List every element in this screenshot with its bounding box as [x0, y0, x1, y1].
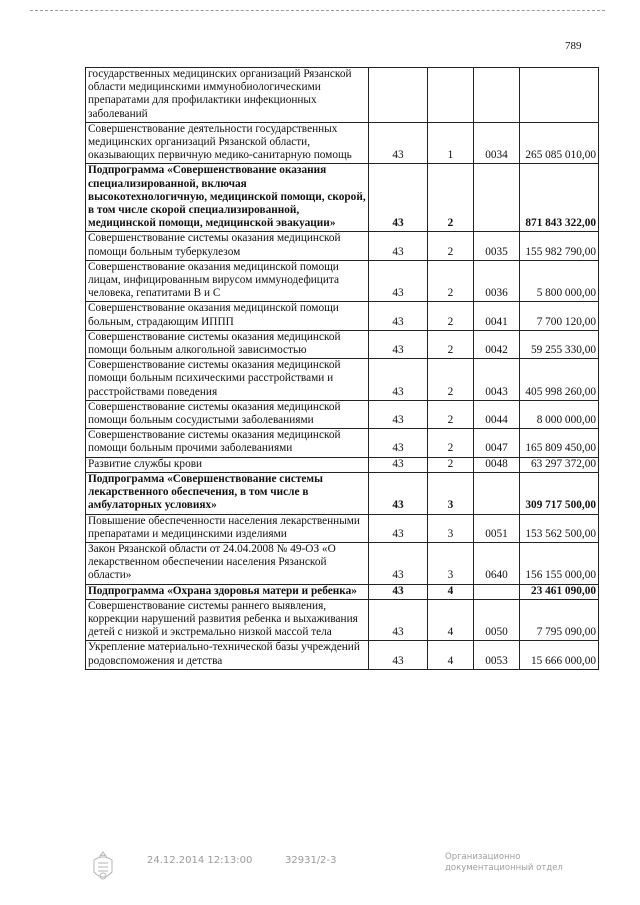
row-code-3: 0035 — [474, 232, 520, 260]
row-amount: 23 461 090,00 — [520, 584, 599, 599]
row-name: Совершенствование системы оказания медицинской помощи больным алкогольной зависимостью — [86, 330, 369, 358]
table-row — [86, 260, 599, 302]
budget-table-body — [86, 68, 599, 670]
row-code-3: 0042 — [474, 330, 520, 358]
table-row — [86, 429, 599, 457]
row-code-1: 43 — [369, 400, 428, 428]
emblem-icon — [90, 850, 116, 884]
row-name: Совершенствование системы оказания медицинской помощи больным прочими заболеваниями — [86, 429, 369, 457]
row-code-3: 0051 — [474, 514, 520, 542]
row-name: Подпрограмма «Совершенствование оказания специализированной, включая высокотехнологичную, медицинской помощи, скорой, в том числе скорой специализированной, медицинской помощи, медицинской эвакуации» — [86, 164, 369, 232]
row-code-1: 43 — [369, 232, 428, 260]
row-name: Совершенствование оказания медицинской помощи лицам, инфицированным вирусом иммунодефицита человека, гепатитами В и С — [86, 260, 369, 302]
row-code-2: 1 — [428, 122, 474, 164]
row-code-1 — [369, 68, 428, 123]
row-code-2: 2 — [428, 359, 474, 401]
table-row — [86, 122, 599, 164]
row-code-3: 0041 — [474, 302, 520, 330]
row-code-1: 43 — [369, 514, 428, 542]
row-code-3: 0053 — [474, 641, 520, 669]
row-code-2: 2 — [428, 457, 474, 472]
row-name: Совершенствование деятельности государственных медицинских организаций Рязанской области, оказывающих первичную медико-санитарную помощь — [86, 122, 369, 164]
row-code-2: 3 — [428, 472, 474, 514]
row-amount: 165 809 450,00 — [520, 429, 599, 457]
stamp-line-1: Организационно — [445, 852, 521, 862]
subprogram-row — [86, 164, 599, 232]
row-code-1: 43 — [369, 542, 428, 584]
row-code-1: 43 — [369, 164, 428, 232]
row-amount: 871 843 322,00 — [520, 164, 599, 232]
row-code-3: 0036 — [474, 260, 520, 302]
table-row — [86, 542, 599, 584]
row-code-3 — [474, 68, 520, 123]
footer-datetime: 24.12.2014 12:13:00 — [147, 855, 253, 866]
row-code-3: 0050 — [474, 599, 520, 641]
row-code-2: 2 — [428, 164, 474, 232]
budget-table — [85, 67, 599, 670]
row-code-3 — [474, 472, 520, 514]
row-code-1: 43 — [369, 457, 428, 472]
row-code-1: 43 — [369, 330, 428, 358]
row-code-3 — [474, 164, 520, 232]
row-name: Совершенствование системы оказания медицинской помощи больным сосудистыми заболеваниями — [86, 400, 369, 428]
row-code-1: 43 — [369, 472, 428, 514]
row-code-2: 2 — [428, 330, 474, 358]
row-code-2: 2 — [428, 429, 474, 457]
row-code-2: 4 — [428, 641, 474, 669]
row-code-3: 0640 — [474, 542, 520, 584]
row-name: Совершенствование системы оказания медицинской помощи больным туберкулезом — [86, 232, 369, 260]
row-name: Подпрограмма «Охрана здоровья матери и ребенка» — [86, 584, 369, 599]
row-amount: 8 000 000,00 — [520, 400, 599, 428]
row-code-1: 43 — [369, 122, 428, 164]
row-name: Закон Рязанской области от 24.04.2008 № 49-ОЗ «О лекарственном обеспечении населения Рязанской области» — [86, 542, 369, 584]
row-code-2: 2 — [428, 302, 474, 330]
row-name: Укрепление материально-технической базы учреждений родовспоможения и детства — [86, 641, 369, 669]
table-row — [86, 359, 599, 401]
row-name: Совершенствование системы оказания медицинской помощи больным психическими расстройствами и расстройствами поведения — [86, 359, 369, 401]
table-row — [86, 599, 599, 641]
row-code-3: 0034 — [474, 122, 520, 164]
row-code-3: 0048 — [474, 457, 520, 472]
row-code-1: 43 — [369, 429, 428, 457]
row-amount: 153 562 500,00 — [520, 514, 599, 542]
row-name: Повышение обеспеченности населения лекарственными препаратами и медицинскими изделиями — [86, 514, 369, 542]
row-amount: 265 085 010,00 — [520, 122, 599, 164]
row-amount: 63 297 372,00 — [520, 457, 599, 472]
row-name: Подпрограмма «Совершенствование системы лекарственного обеспечения, в том числе в амбулаторных условиях» — [86, 472, 369, 514]
row-amount: 155 982 790,00 — [520, 232, 599, 260]
row-name: Совершенствование оказания медицинской помощи больным, страдающим ИППП — [86, 302, 369, 330]
row-amount: 309 717 500,00 — [520, 472, 599, 514]
row-code-1: 43 — [369, 584, 428, 599]
row-amount: 15 666 000,00 — [520, 641, 599, 669]
row-code-1: 43 — [369, 599, 428, 641]
table-row — [86, 457, 599, 472]
row-code-2: 2 — [428, 232, 474, 260]
row-code-2: 2 — [428, 400, 474, 428]
table-row — [86, 330, 599, 358]
row-amount: 7 795 090,00 — [520, 599, 599, 641]
row-code-3: 0043 — [474, 359, 520, 401]
row-amount: 156 155 000,00 — [520, 542, 599, 584]
row-amount: 59 255 330,00 — [520, 330, 599, 358]
row-code-2: 3 — [428, 542, 474, 584]
table-row — [86, 641, 599, 669]
row-code-2 — [428, 68, 474, 123]
row-name: государственных медицинских организаций Рязанской области медицинскими иммунобиологическими препаратами для профилактики инфекционных заболеваний — [86, 68, 369, 123]
row-code-1: 43 — [369, 302, 428, 330]
row-code-1: 43 — [369, 359, 428, 401]
row-code-3: 0047 — [474, 429, 520, 457]
row-code-3: 0044 — [474, 400, 520, 428]
row-amount — [520, 68, 599, 123]
row-amount: 7 700 120,00 — [520, 302, 599, 330]
row-code-1: 43 — [369, 260, 428, 302]
row-code-2: 3 — [428, 514, 474, 542]
page-number: 789 — [565, 40, 582, 52]
table-row — [86, 514, 599, 542]
row-code-1: 43 — [369, 641, 428, 669]
row-name: Развитие службы крови — [86, 457, 369, 472]
row-code-3 — [474, 584, 520, 599]
subprogram-row — [86, 472, 599, 514]
row-amount: 405 998 260,00 — [520, 359, 599, 401]
office-stamp — [445, 852, 563, 874]
row-name: Совершенствование системы раннего выявления, коррекции нарушений развития ребенка и выхаживания детей с низкой и экстремально низкой массой тела — [86, 599, 369, 641]
table-row — [86, 400, 599, 428]
table-row — [86, 68, 599, 123]
row-amount: 5 800 000,00 — [520, 260, 599, 302]
table-row — [86, 302, 599, 330]
row-code-2: 4 — [428, 584, 474, 599]
footer-doc-id: 32931/2-3 — [285, 855, 337, 866]
table-row — [86, 232, 599, 260]
subprogram-row — [86, 584, 599, 599]
row-code-2: 4 — [428, 599, 474, 641]
stamp-line-2: документационный отдел — [445, 863, 563, 873]
row-code-2: 2 — [428, 260, 474, 302]
scan-top-edge — [30, 10, 605, 11]
